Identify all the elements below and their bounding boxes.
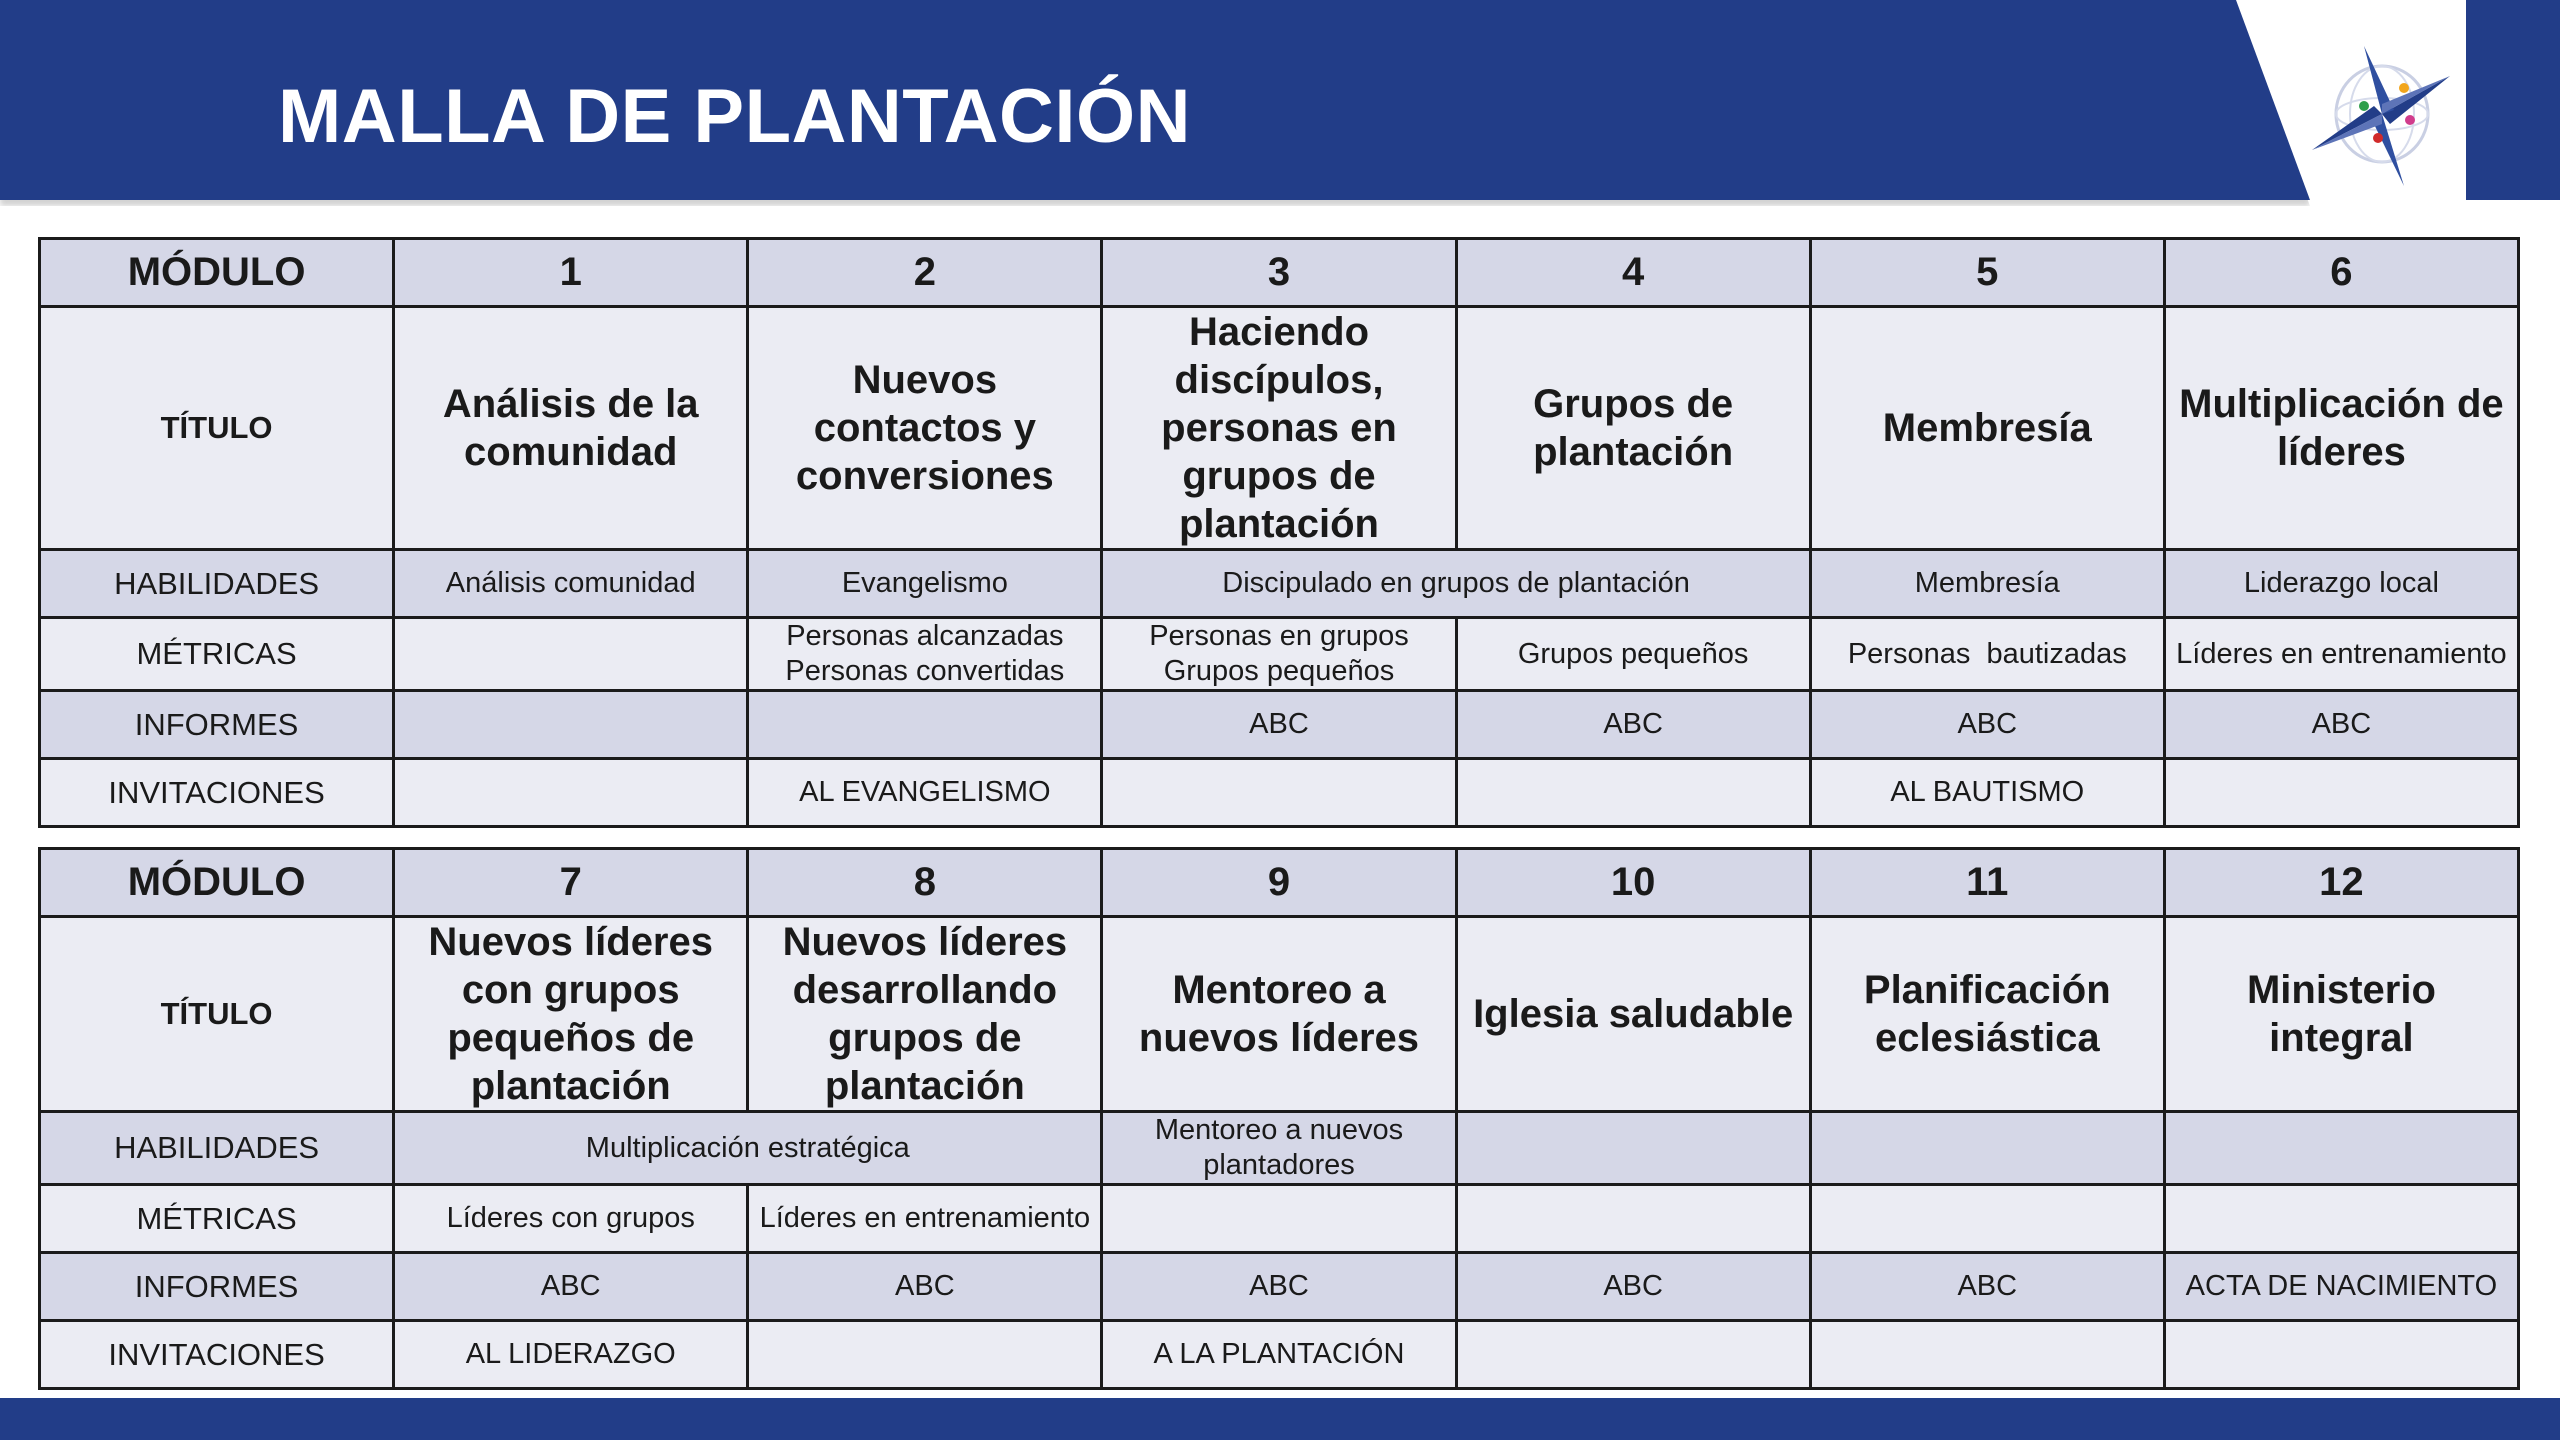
- informe-cell: ABC: [1102, 1253, 1456, 1321]
- metrica-line: Personas en grupos: [1149, 620, 1409, 652]
- informe-cell: [394, 691, 748, 759]
- row-label-metricas: MÉTRICAS: [40, 618, 394, 691]
- module-number: 2: [748, 239, 1102, 307]
- metrica-cell: [2164, 1185, 2518, 1253]
- row-label-informes: INFORMES: [40, 1253, 394, 1321]
- metrica-cell: [748, 618, 1102, 691]
- metrica-cell: [394, 618, 748, 691]
- invitacion-cell: [1456, 1321, 1810, 1389]
- row-label-titulo: TÍTULO: [40, 307, 394, 550]
- table-row-modulo: [40, 239, 2519, 307]
- invitacion-cell: A LA PLANTACIÓN: [1102, 1321, 1456, 1389]
- module-number: 8: [748, 849, 1102, 917]
- row-label-titulo: TÍTULO: [40, 917, 394, 1112]
- page-title: MALLA DE PLANTACIÓN: [278, 74, 1191, 159]
- module-title: Nuevos contactos y conversiones: [748, 307, 1102, 550]
- invitacion-cell: [2164, 759, 2518, 827]
- module-title: Iglesia saludable: [1456, 917, 1810, 1112]
- module-title: Membresía: [1810, 307, 2164, 550]
- metrica-cell: Líderes en entrenamiento: [2164, 618, 2518, 691]
- metrica-cell: [1102, 618, 1456, 691]
- metrica-cell: Líderes en entrenamiento: [748, 1185, 1102, 1253]
- informe-cell: ABC: [1810, 691, 2164, 759]
- module-number: 10: [1456, 849, 1810, 917]
- module-number: 1: [394, 239, 748, 307]
- invitacion-cell: [748, 1321, 1102, 1389]
- table-row-titulo: [40, 917, 2519, 1112]
- row-label-modulo: MÓDULO: [40, 239, 394, 307]
- row-label-habilidades: HABILIDADES: [40, 550, 394, 618]
- module-title: Nuevos líderes desarrollando grupos de plantación: [748, 917, 1102, 1112]
- module-number: 6: [2164, 239, 2518, 307]
- informe-cell: [748, 691, 1102, 759]
- informe-cell: ABC: [1456, 1253, 1810, 1321]
- invitacion-cell: [1810, 1321, 2164, 1389]
- module-number: 7: [394, 849, 748, 917]
- module-table-2: [38, 847, 2520, 1390]
- row-label-invitaciones: INVITACIONES: [40, 1321, 394, 1389]
- table-row-habilidades: [40, 550, 2519, 618]
- table-row-titulo: [40, 307, 2519, 550]
- module-title: Mentoreo a nuevos líderes: [1102, 917, 1456, 1112]
- row-label-habilidades: HABILIDADES: [40, 1112, 394, 1185]
- metrica-cell: Grupos pequeños: [1456, 618, 1810, 691]
- table-row-metricas: [40, 618, 2519, 691]
- module-title: Ministerio integral: [2164, 917, 2518, 1112]
- invitacion-cell: [2164, 1321, 2518, 1389]
- module-title: Grupos de plantación: [1456, 307, 1810, 550]
- module-number: 12: [2164, 849, 2518, 917]
- informe-cell: ABC: [1810, 1253, 2164, 1321]
- header-right-band: [2466, 0, 2560, 200]
- module-number: 3: [1102, 239, 1456, 307]
- habilidad-cell: Membresía: [1810, 550, 2164, 618]
- row-label-informes: INFORMES: [40, 691, 394, 759]
- habilidad-cell: Multiplicación estratégica: [394, 1112, 1102, 1185]
- module-table-1: [38, 237, 2520, 828]
- metrica-cell: Líderes con grupos: [394, 1185, 748, 1253]
- metrica-cell: [1810, 1185, 2164, 1253]
- habilidad-cell: [2164, 1112, 2518, 1185]
- metrica-line: Grupos pequeños: [1163, 655, 1395, 687]
- informe-cell: ACTA DE NACIMIENTO: [2164, 1253, 2518, 1321]
- invitacion-cell: [394, 759, 748, 827]
- informe-cell: ABC: [1102, 691, 1456, 759]
- table-row-habilidades: [40, 1112, 2519, 1185]
- habilidad-cell: Mentoreo a nuevos plantadores: [1102, 1112, 1456, 1185]
- table-row-metricas: [40, 1185, 2519, 1253]
- habilidad-cell: Discipulado en grupos de plantación: [1102, 550, 1810, 618]
- invitacion-cell: AL LIDERAZGO: [394, 1321, 748, 1389]
- informe-cell: ABC: [1456, 691, 1810, 759]
- row-label-modulo: MÓDULO: [40, 849, 394, 917]
- module-number: 11: [1810, 849, 2164, 917]
- informe-cell: ABC: [748, 1253, 1102, 1321]
- habilidad-cell: Evangelismo: [748, 550, 1102, 618]
- informe-cell: ABC: [2164, 691, 2518, 759]
- compass-star-logo-icon: [2308, 38, 2450, 188]
- metrica-line: Personas alcanzadas: [786, 620, 1064, 652]
- habilidad-cell: Análisis comunidad: [394, 550, 748, 618]
- table-row-invitaciones: [40, 1321, 2519, 1389]
- table-row-informes: [40, 691, 2519, 759]
- invitacion-cell: AL EVANGELISMO: [748, 759, 1102, 827]
- module-number: 5: [1810, 239, 2164, 307]
- module-title: Haciendo discípulos, personas en grupos de plantación: [1102, 307, 1456, 550]
- metrica-cell: [1102, 1185, 1456, 1253]
- module-title: Análisis de la comunidad: [394, 307, 748, 550]
- table-row-modulo: [40, 849, 2519, 917]
- invitacion-cell: [1102, 759, 1456, 827]
- module-number: 4: [1456, 239, 1810, 307]
- habilidad-cell: Liderazgo local: [2164, 550, 2518, 618]
- header-banner: [0, 0, 2560, 200]
- invitacion-cell: [1456, 759, 1810, 827]
- metrica-line: Personas convertidas: [785, 655, 1065, 687]
- habilidad-cell: [1810, 1112, 2164, 1185]
- habilidad-cell: [1456, 1112, 1810, 1185]
- invitacion-cell: AL BAUTISMO: [1810, 759, 2164, 827]
- metrica-cell: Personas bautizadas: [1810, 618, 2164, 691]
- row-label-invitaciones: INVITACIONES: [40, 759, 394, 827]
- module-title: Nuevos líderes con grupos pequeños de plantación: [394, 917, 748, 1112]
- footer-band: [0, 1398, 2560, 1440]
- informe-cell: ABC: [394, 1253, 748, 1321]
- module-title: Multiplicación de líderes: [2164, 307, 2518, 550]
- row-label-metricas: MÉTRICAS: [40, 1185, 394, 1253]
- module-number: 9: [1102, 849, 1456, 917]
- metrica-cell: [1456, 1185, 1810, 1253]
- table-row-invitaciones: [40, 759, 2519, 827]
- table-row-informes: [40, 1253, 2519, 1321]
- module-title: Planificación eclesiástica: [1810, 917, 2164, 1112]
